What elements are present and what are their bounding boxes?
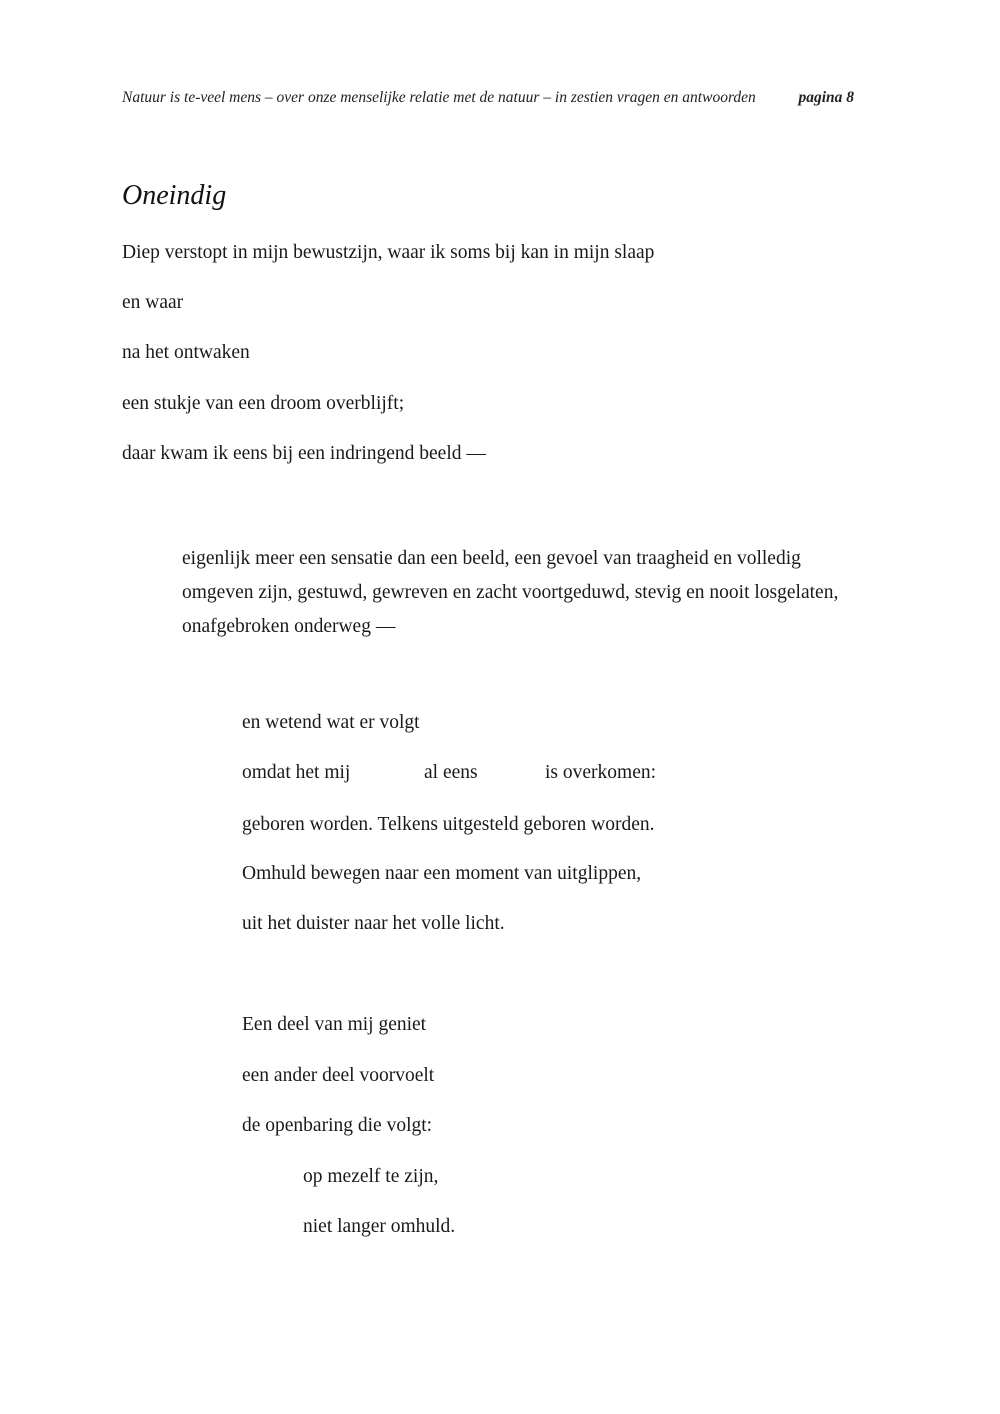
poem-line: en wetend wat er volgt — [242, 712, 420, 733]
poem-line: en waar — [122, 292, 184, 313]
poem-line: een ander deel voorvoelt — [242, 1065, 435, 1086]
poem-line: Een deel van mij geniet — [242, 1014, 427, 1035]
poem-line-part: omdat het mij — [242, 762, 351, 783]
poem-line: op mezelf te zijn, — [303, 1166, 439, 1187]
poem-line: na het ontwaken — [122, 342, 250, 363]
poem-line: Omhuld bewegen naar een moment van uitglippen, — [242, 863, 642, 884]
poem-line: een stukje van een droom overblijft; — [122, 393, 405, 414]
poem-title: Oneindig — [122, 180, 227, 211]
page-number: pagina 8 — [798, 89, 854, 106]
header-title: Natuur is te-veel mens – over onze menselijke relatie met de natuur – in zestien vragen en antwoorden — [122, 89, 756, 106]
poem-line-spaced — [242, 763, 656, 783]
poem-line: geboren worden. Telkens uitgesteld geboren worden. — [242, 814, 655, 835]
poem-line-part: al eens — [424, 762, 478, 783]
poem-line: daar kwam ik eens bij een indringend beeld — — [122, 443, 486, 464]
poem-line: uit het duister naar het volle licht. — [242, 913, 505, 934]
poem-line: Diep verstopt in mijn bewustzijn, waar ik soms bij kan in mijn slaap — [122, 242, 655, 263]
poem-line: niet langer omhuld. — [303, 1216, 456, 1237]
poem-line: de openbaring die volgt: — [242, 1115, 433, 1136]
poem-line-part: is overkomen: — [545, 762, 657, 783]
poem-paragraph: eigenlijk meer een sensatie dan een beeld, een gevoel van traagheid en volledig omgeven zijn, gestuwd, gewreven en zacht voortgeduwd, stevig en nooit losgelaten, onafgebroken onderweg — — [182, 548, 839, 637]
